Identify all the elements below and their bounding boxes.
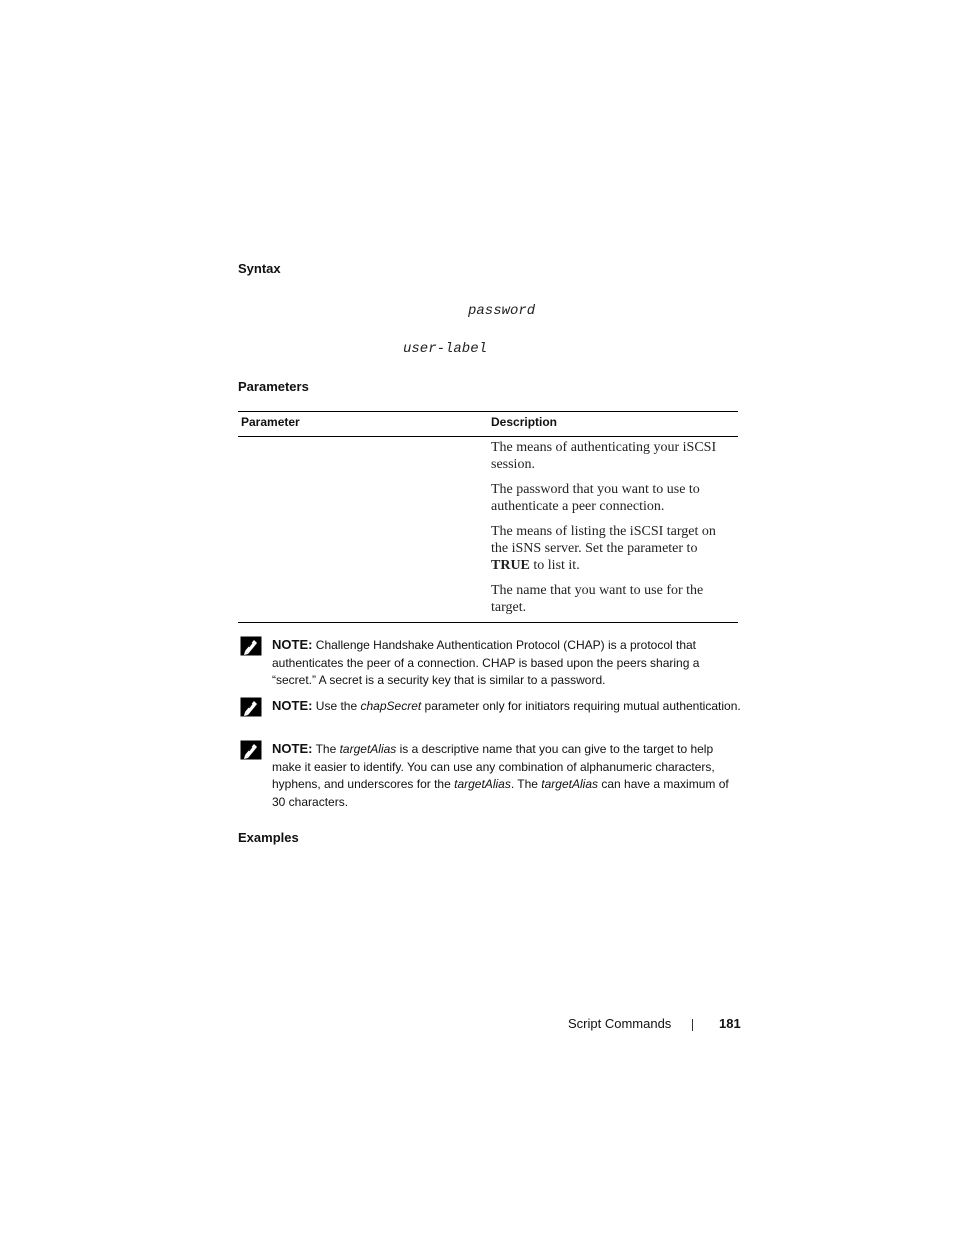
note-label: NOTE: <box>272 741 313 756</box>
note-text: . The <box>510 777 542 791</box>
note-pencil-icon <box>240 740 262 760</box>
syntax-line-user-label: user-label <box>403 341 488 357</box>
note-text: can have a maximum of 30 characters. <box>272 777 729 809</box>
table-row-description <box>491 523 731 574</box>
table-row-description: The name that you want to use for the target. <box>491 583 704 615</box>
note-pencil-icon <box>240 697 262 717</box>
note-pencil-icon <box>240 636 262 656</box>
table-header-description: Description <box>491 415 558 429</box>
note-text: is a descriptive name that you can give to the target to help make it easier to identify. You can use any combination of alphanumeric characters, hyphens, and underscores for the <box>272 742 715 791</box>
examples-heading: Examples <box>238 830 299 845</box>
table-row-description: The means of authenticating your iSCSI session. <box>491 440 717 472</box>
table-row-description: The password that you want to use to authenticate a peer connection. <box>491 482 700 514</box>
note-targetalias <box>272 740 742 811</box>
syntax-heading: Syntax <box>238 261 281 276</box>
note-italic-term: targetAlias <box>541 777 598 791</box>
footer-separator <box>692 1019 693 1031</box>
note-label: NOTE: <box>272 637 313 652</box>
description-bold-value: TRUE <box>491 558 530 573</box>
footer-section-title: Script Commands <box>568 1016 672 1031</box>
note-text: parameter only for initiators requiring mutual authentication. <box>421 699 741 713</box>
note-italic-term: chapSecret <box>360 699 422 713</box>
note-chapsecret <box>272 697 742 716</box>
note-chap <box>272 636 742 690</box>
page-number: 181 <box>719 1016 741 1031</box>
table-header-rule <box>238 436 738 437</box>
note-italic-term: targetAlias <box>454 777 511 791</box>
syntax-line-password: password <box>468 303 536 319</box>
parameters-heading: Parameters <box>238 379 309 394</box>
note-text: Use the <box>315 699 361 713</box>
note-italic-term: targetAlias <box>339 742 397 756</box>
note-text: The <box>315 742 340 756</box>
table-bottom-rule <box>238 622 738 623</box>
table-header-parameter: Parameter <box>241 415 300 429</box>
note-label: NOTE: <box>272 698 313 713</box>
description-text: to list it. <box>529 558 580 573</box>
description-text: The means of listing the iSCSI target on the iSNS server. Set the parameter to <box>491 524 716 556</box>
table-top-rule <box>238 411 738 412</box>
note-text: Challenge Handshake Authentication Protocol (CHAP) is a protocol that authenticates the peer of a connection. CHAP is based upon the peers sharing a “secret.” A secret is a security key that is similar to a password. <box>272 638 700 687</box>
